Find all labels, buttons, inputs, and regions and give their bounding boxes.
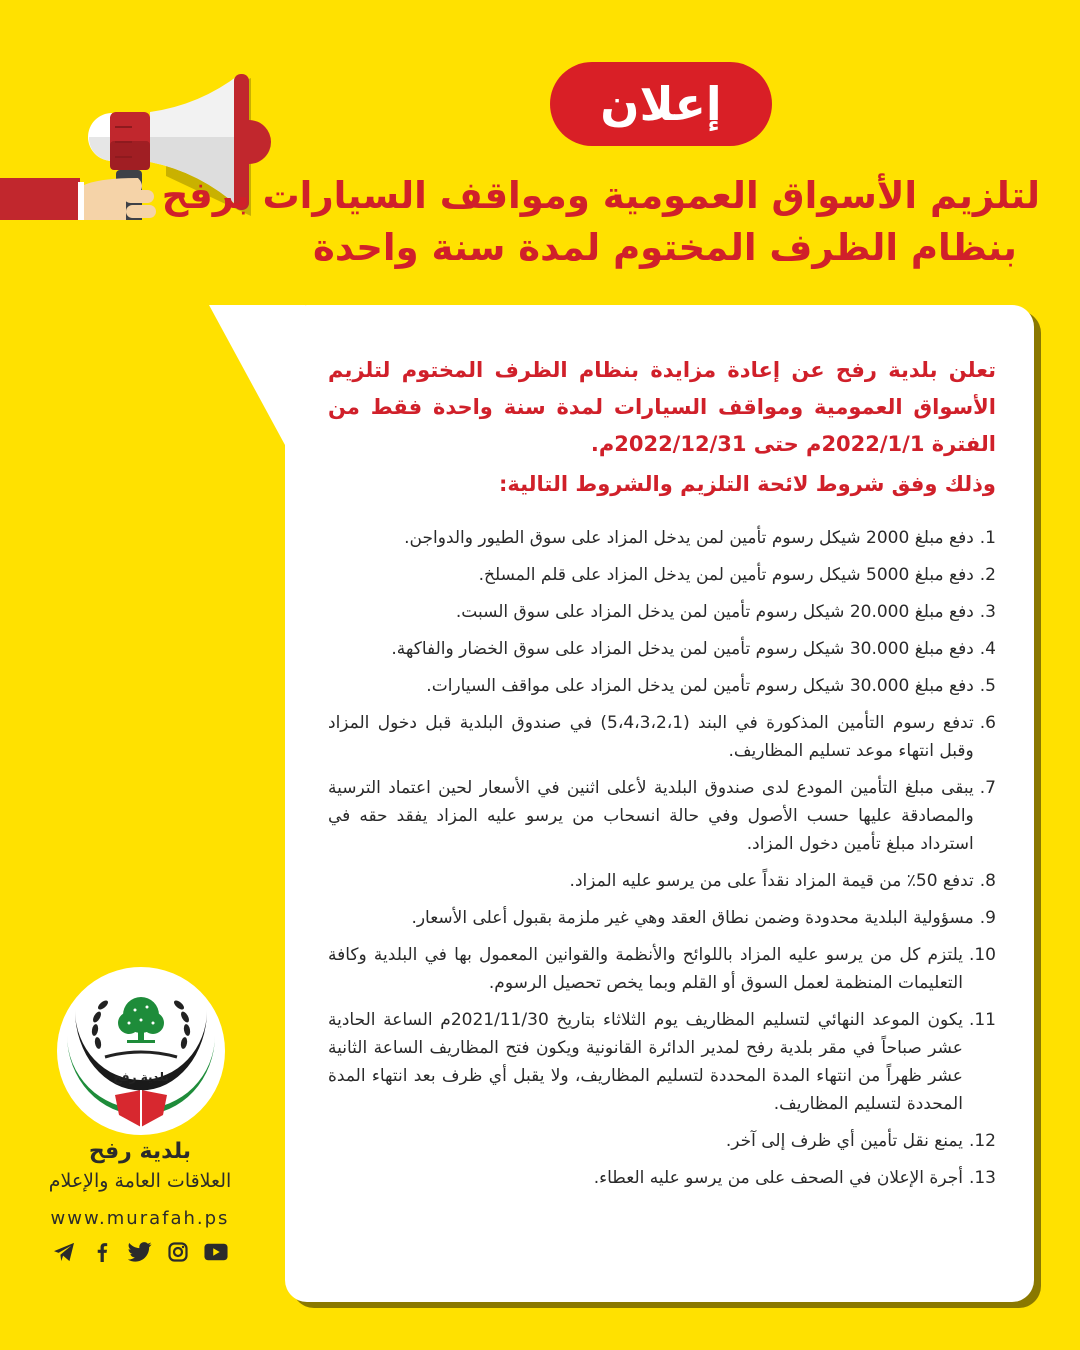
instagram-icon[interactable] [166, 1241, 190, 1263]
list-item [328, 672, 996, 700]
list-item [328, 1006, 996, 1118]
term-number: 6. [979, 713, 996, 733]
list-item [328, 1164, 996, 1192]
social-links [20, 1241, 260, 1263]
term-number: 12. [968, 1131, 996, 1151]
term-text: يلتزم كل من يرسو عليه المزاد باللوائح والأنظمة والقوانين المعمول بها في البلدية وكافة التعليمات المنظمة لعمل السوق أو القلم وبما يخص تحصيل الرسوم. [328, 945, 963, 993]
page-title [161, 170, 1040, 274]
list-item [328, 598, 996, 626]
term-number: 7. [979, 778, 996, 798]
term-text: دفع مبلغ 20.000 شيكل رسوم تأمين لمن يدخل المزاد على سوق السبت. [455, 602, 974, 622]
list-item [328, 941, 996, 997]
list-item [328, 867, 996, 895]
term-number: 11. [968, 1010, 996, 1030]
footer [20, 1137, 260, 1263]
term-text: تدفع 50٪ من قيمة المزاد نقداً على من يرسو عليه المزاد. [569, 871, 974, 891]
term-text: دفع مبلغ 2000 شيكل رسوم تأمين لمن يدخل المزاد على سوق الطيور والدواجن. [404, 528, 974, 548]
term-number: 13. [968, 1168, 996, 1188]
announcement-conditions-heading: وذلك وفق شروط لائحة التلزيم والشروط التالية: [498, 472, 996, 496]
term-text: مسؤولية البلدية محدودة وضمن نطاق العقد وهي غير ملزمة بقبول أعلى الأسعار. [411, 908, 974, 928]
announcement-badge: إعلان [550, 62, 772, 146]
term-number: 2. [979, 565, 996, 585]
facebook-icon[interactable] [90, 1241, 114, 1263]
term-number: 1. [979, 528, 996, 548]
municipality-logo-icon [55, 965, 227, 1137]
list-item [328, 635, 996, 663]
term-number: 10. [968, 945, 996, 965]
term-text: دفع مبلغ 5000 شيكل رسوم تأمين لمن يدخل المزاد على قلم المسلخ. [478, 565, 974, 585]
term-number: 9. [979, 908, 996, 928]
list-item [328, 774, 996, 858]
term-number: 4. [979, 639, 996, 659]
list-item [328, 904, 996, 932]
title-line-2: بنظام الظرف المختوم لمدة سنة واحدة [313, 226, 1017, 269]
term-text: يبقى مبلغ التأمين المودع لدى صندوق البلدية لأعلى اثنين في الأسعار لحين اعتماد الترسية والمصادقة عليها حسب الأصول وفي حالة انسحاب من يرسو عليه المزاد يفقد حقه في استرداد مبلغ تأمين دخول المزاد. [328, 778, 974, 854]
terms-list [328, 524, 996, 1192]
telegram-icon[interactable] [52, 1241, 76, 1263]
list-item [328, 561, 996, 589]
svg-text:بلدية رفح: بلدية رفح [113, 1070, 169, 1084]
list-item [328, 1127, 996, 1155]
announcement-content [328, 352, 996, 1201]
list-item [328, 709, 996, 765]
organization-name: بلدية رفح [88, 1139, 192, 1164]
term-text: دفع مبلغ 30.000 شيكل رسوم تأمين لمن يدخل المزاد على سوق الخضار والفاكهة. [391, 639, 974, 659]
term-text: يمنع نقل تأمين أي ظرف إلى آخر. [725, 1131, 963, 1151]
department-name: العلاقات العامة والإعلام [48, 1170, 232, 1192]
term-text: أجرة الإعلان في الصحف على من يرسو عليه العطاء. [593, 1168, 963, 1188]
term-text: يكون الموعد النهائي لتسليم المظاريف يوم الثلاثاء بتاريخ 2021/11/30م الساعة الحادية عشر صباحاً في مقر بلدية رفح لمدير الدائرة القانونية ويكون فتح المظاريف الساعة الثانية عشر ظهراً من انتهاء المدة المحددة لتسليم المظاريف، ولا يقبل أي ظرف بعد انتهاء المدة المحددة لتسليم المظاريف. [328, 1010, 963, 1114]
term-number: 3. [979, 602, 996, 622]
website-link[interactable]: www.murafah.ps [50, 1208, 230, 1229]
announcement-intro: تعلن بلدية رفح عن إعادة مزايدة بنظام الظرف المختوم لتلزيم الأسواق العمومية ومواقف السيارات لمدة سنة واحدة فقط من الفترة 2022/1/1م حتى 2022/12/31م. [328, 358, 996, 456]
youtube-icon[interactable] [204, 1241, 228, 1263]
term-text: دفع مبلغ 30.000 شيكل رسوم تأمين لمن يدخل المزاد على مواقف السيارات. [426, 676, 974, 696]
title-line-1: لتلزيم الأسواق العمومية ومواقف السيارات برفح [161, 174, 1040, 217]
twitter-icon[interactable] [128, 1241, 152, 1263]
list-item [328, 524, 996, 552]
term-number: 8. [979, 871, 996, 891]
term-text: تدفع رسوم التأمين المذكورة في البند (5،4،3،2،1) في صندوق البلدية قبل دخول المزاد وقبل انتهاء موعد تسليم المظاريف. [328, 713, 974, 761]
term-number: 5. [979, 676, 996, 696]
